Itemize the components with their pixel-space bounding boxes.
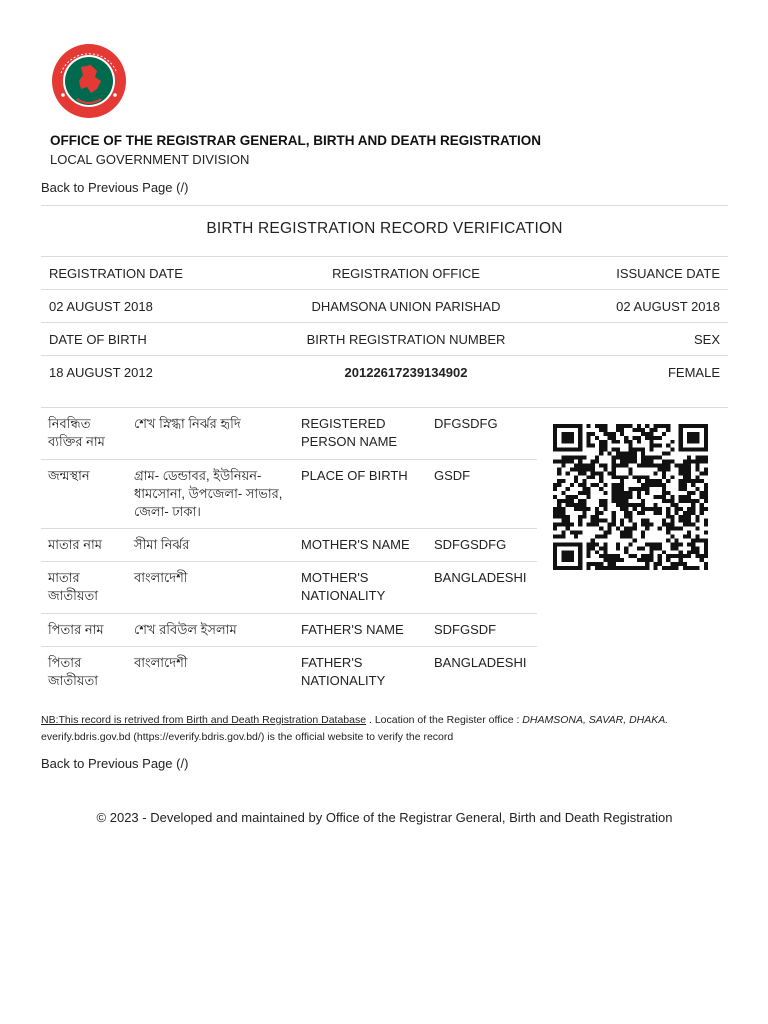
en-value: GSDF	[434, 468, 471, 483]
qr-code-icon	[553, 424, 708, 570]
en-value: BANGLADESHI	[434, 570, 527, 585]
sex-label: SEX	[693, 332, 720, 347]
register-office-location: DHAMSONA, SAVAR, DHAKA.	[522, 714, 669, 726]
en-value: SDFGSDF	[434, 622, 497, 637]
en-label: FATHER'S NATIONALITY	[301, 655, 386, 688]
en-value: BANGLADESHI	[434, 655, 527, 670]
bn-label: পিতার নাম	[48, 622, 104, 637]
office-subtitle: LOCAL GOVERNMENT DIVISION	[50, 152, 250, 167]
registration-date-value: 02 AUGUST 2018	[49, 299, 153, 314]
government-seal-icon	[51, 43, 127, 119]
en-label: FATHER'S NAME	[301, 622, 404, 637]
registration-date-label: REGISTRATION DATE	[49, 266, 183, 281]
bn-value: গ্রাম- ডেন্ডাবর, ইউনিয়ন- ধামসোনা, উপজেলা- সাভার, জেলা- ঢাকা।	[134, 468, 283, 519]
en-value: SDFGSDFG	[434, 537, 507, 552]
bn-label: মাতার নাম	[48, 537, 103, 552]
bn-label: নিবন্ধিত ব্যক্তির নাম	[48, 416, 105, 449]
official-website-note: everify.bdris.gov.bd (https://everify.bdris.gov.bd/) is the official website to verify the record	[41, 731, 454, 743]
registration-office-value: DHAMSONA UNION PARISHAD	[311, 299, 501, 314]
info-row-values-2	[41, 355, 728, 389]
back-to-previous-link-top[interactable]: Back to Previous Page (/)	[41, 180, 189, 195]
person-row-birthplace	[41, 460, 537, 529]
bn-value: বাংলাদেশী	[134, 570, 188, 585]
person-row-name	[41, 408, 537, 460]
bn-label: জন্মস্থান	[48, 468, 90, 483]
en-label: REGISTERED PERSON NAME	[301, 416, 398, 449]
en-label: MOTHER'S NAME	[301, 537, 410, 552]
bn-label: পিতার জাতীয়তা	[48, 655, 99, 688]
person-row-mother-nationality	[41, 562, 537, 614]
bn-value: শেখ স্নিগ্ধা নির্ঝর হৃদি	[134, 416, 241, 431]
sex-value: FEMALE	[667, 365, 720, 380]
en-value: DFGSDFG	[434, 416, 498, 431]
location-prefix: . Location of the Register office :	[366, 714, 523, 726]
person-row-father-name	[41, 614, 537, 647]
footer-copyright: © 2023 - Developed and maintained by Office of the Registrar General, Birth and Death Registration	[96, 810, 673, 825]
record-title: BIRTH REGISTRATION RECORD VERIFICATION	[206, 220, 563, 237]
divider	[41, 205, 728, 206]
issuance-date-value: 02 AUGUST 2018	[616, 299, 720, 314]
date-of-birth-value: 18 AUGUST 2012	[49, 365, 153, 380]
bn-value: বাংলাদেশী	[134, 655, 188, 670]
info-row-header-2	[41, 322, 728, 356]
person-row-mother-name	[41, 529, 537, 562]
en-label: MOTHER'S NATIONALITY	[301, 570, 386, 603]
birth-registration-number-value: 20122617239134902	[344, 365, 468, 380]
nb-note: NB:This record is retrived from Birth and Death Registration Database	[41, 714, 367, 726]
office-title: OFFICE OF THE REGISTRAR GENERAL, BIRTH AND DEATH REGISTRATION	[50, 133, 541, 148]
registration-office-label: REGISTRATION OFFICE	[332, 266, 480, 281]
birth-registration-number-label: BIRTH REGISTRATION NUMBER	[306, 332, 506, 347]
back-to-previous-link-bottom[interactable]: Back to Previous Page (/)	[41, 756, 189, 771]
en-label: PLACE OF BIRTH	[301, 468, 408, 483]
info-row-header-1	[41, 256, 728, 290]
date-of-birth-label: DATE OF BIRTH	[49, 332, 147, 347]
info-row-values-1	[41, 289, 728, 323]
bn-value: শেখ রবিউল ইসলাম	[134, 622, 237, 637]
bn-value: সীমা নির্ঝর	[134, 537, 190, 552]
person-row-father-nationality	[41, 647, 537, 699]
bn-label: মাতার জাতীয়তা	[48, 570, 99, 603]
database-note	[41, 714, 668, 726]
issuance-date-label: ISSUANCE DATE	[616, 266, 720, 281]
